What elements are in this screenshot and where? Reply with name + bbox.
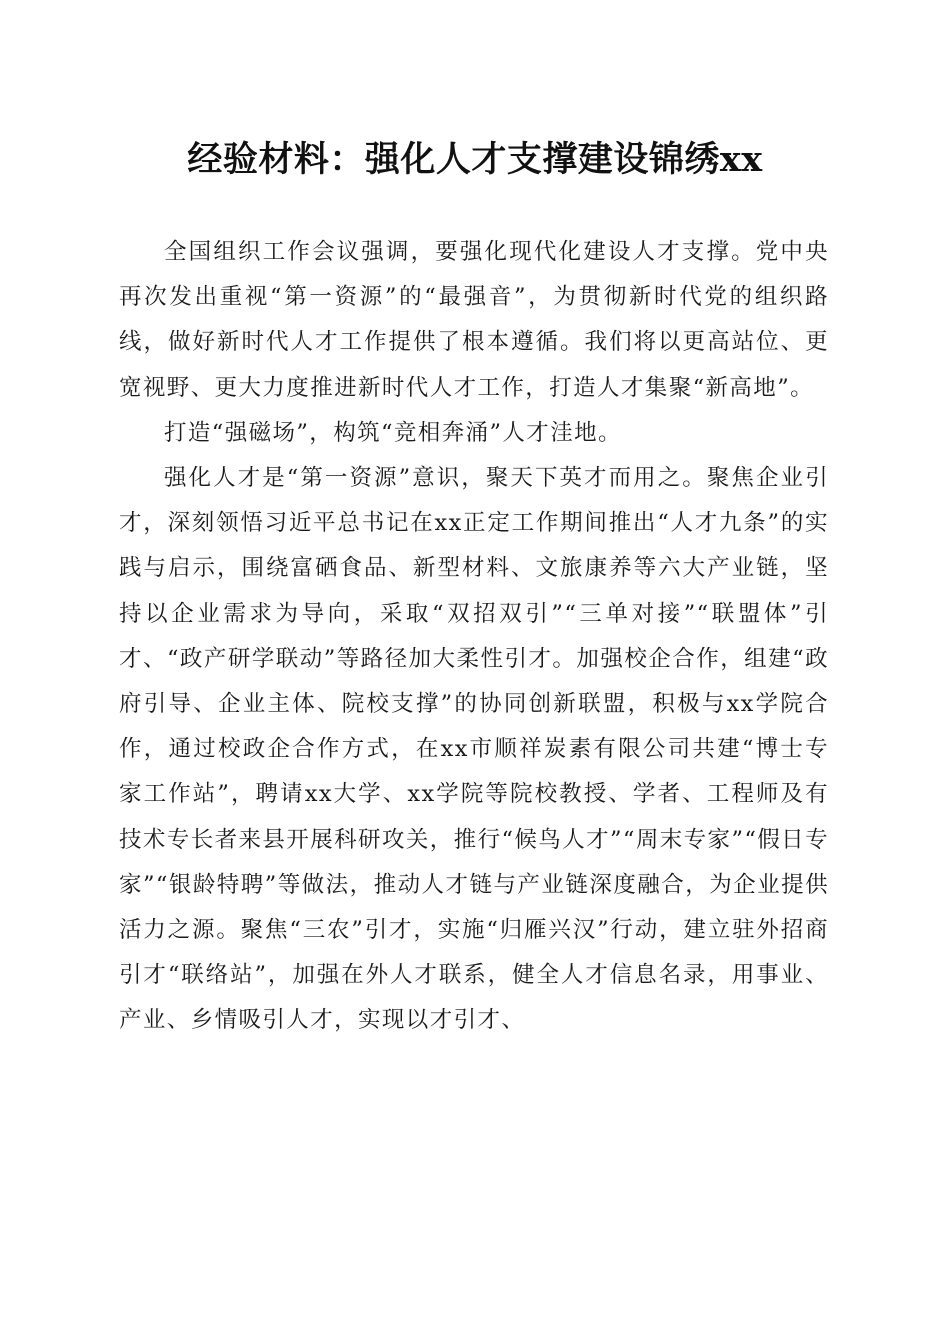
document-title: 经验材料：强化人才支撑建设锦绣xx	[187, 139, 763, 180]
paragraph-intro: 全国组织工作会议强调，要强化现代化建设人才支撑。党中央再次发出重视“第一资源”的“最强音”，为贯彻新时代党的组织路线，做好新时代人才工作提供了根本遵循。我们将以更高站位、更宽视野、更大力度推进新时代人才工作，打造人才集聚“新高地”。	[119, 239, 829, 401]
document-body	[119, 230, 829, 1044]
paragraph-main: 强化人才是“第一资源”意识，聚天下英才而用之。聚焦企业引才，深刻领悟习近平总书记在xx正定工作期间推出“人才九条”的实践与启示，围绕富硒食品、新型材料、文旅康养等六大产业链，坚持以企业需求为导向，采取“双招双引”“三单对接”“联盟体”引才、“政产研学联动”等路径加大柔性引才。加强校企合作，组建“政府引导、企业主体、院校支撑”的协同创新联盟，积极与xx学院合作，通过校政企合作方式，在xx市顺祥炭素有限公司共建“博士专家工作站”，聘请xx大学、xx学院等院校教授、学者、工程师及有技术专长者来县开展科研攻关，推行“候鸟人才”“周末专家”“假日专家”“银龄特聘”等做法，推动人才链与产业链深度融合，为企业提供活力之源。聚焦“三农”引才，实施“归雁兴汉”行动，建立驻外招商引才“联络站”，加强在外人才联系，健全人才信息名录，用事业、产业、乡情吸引人才，实现以才引才、	[119, 465, 829, 1034]
paragraph-heading: 打造“强磁场”，构筑“竞相奔涌”人才洼地。	[164, 419, 622, 446]
